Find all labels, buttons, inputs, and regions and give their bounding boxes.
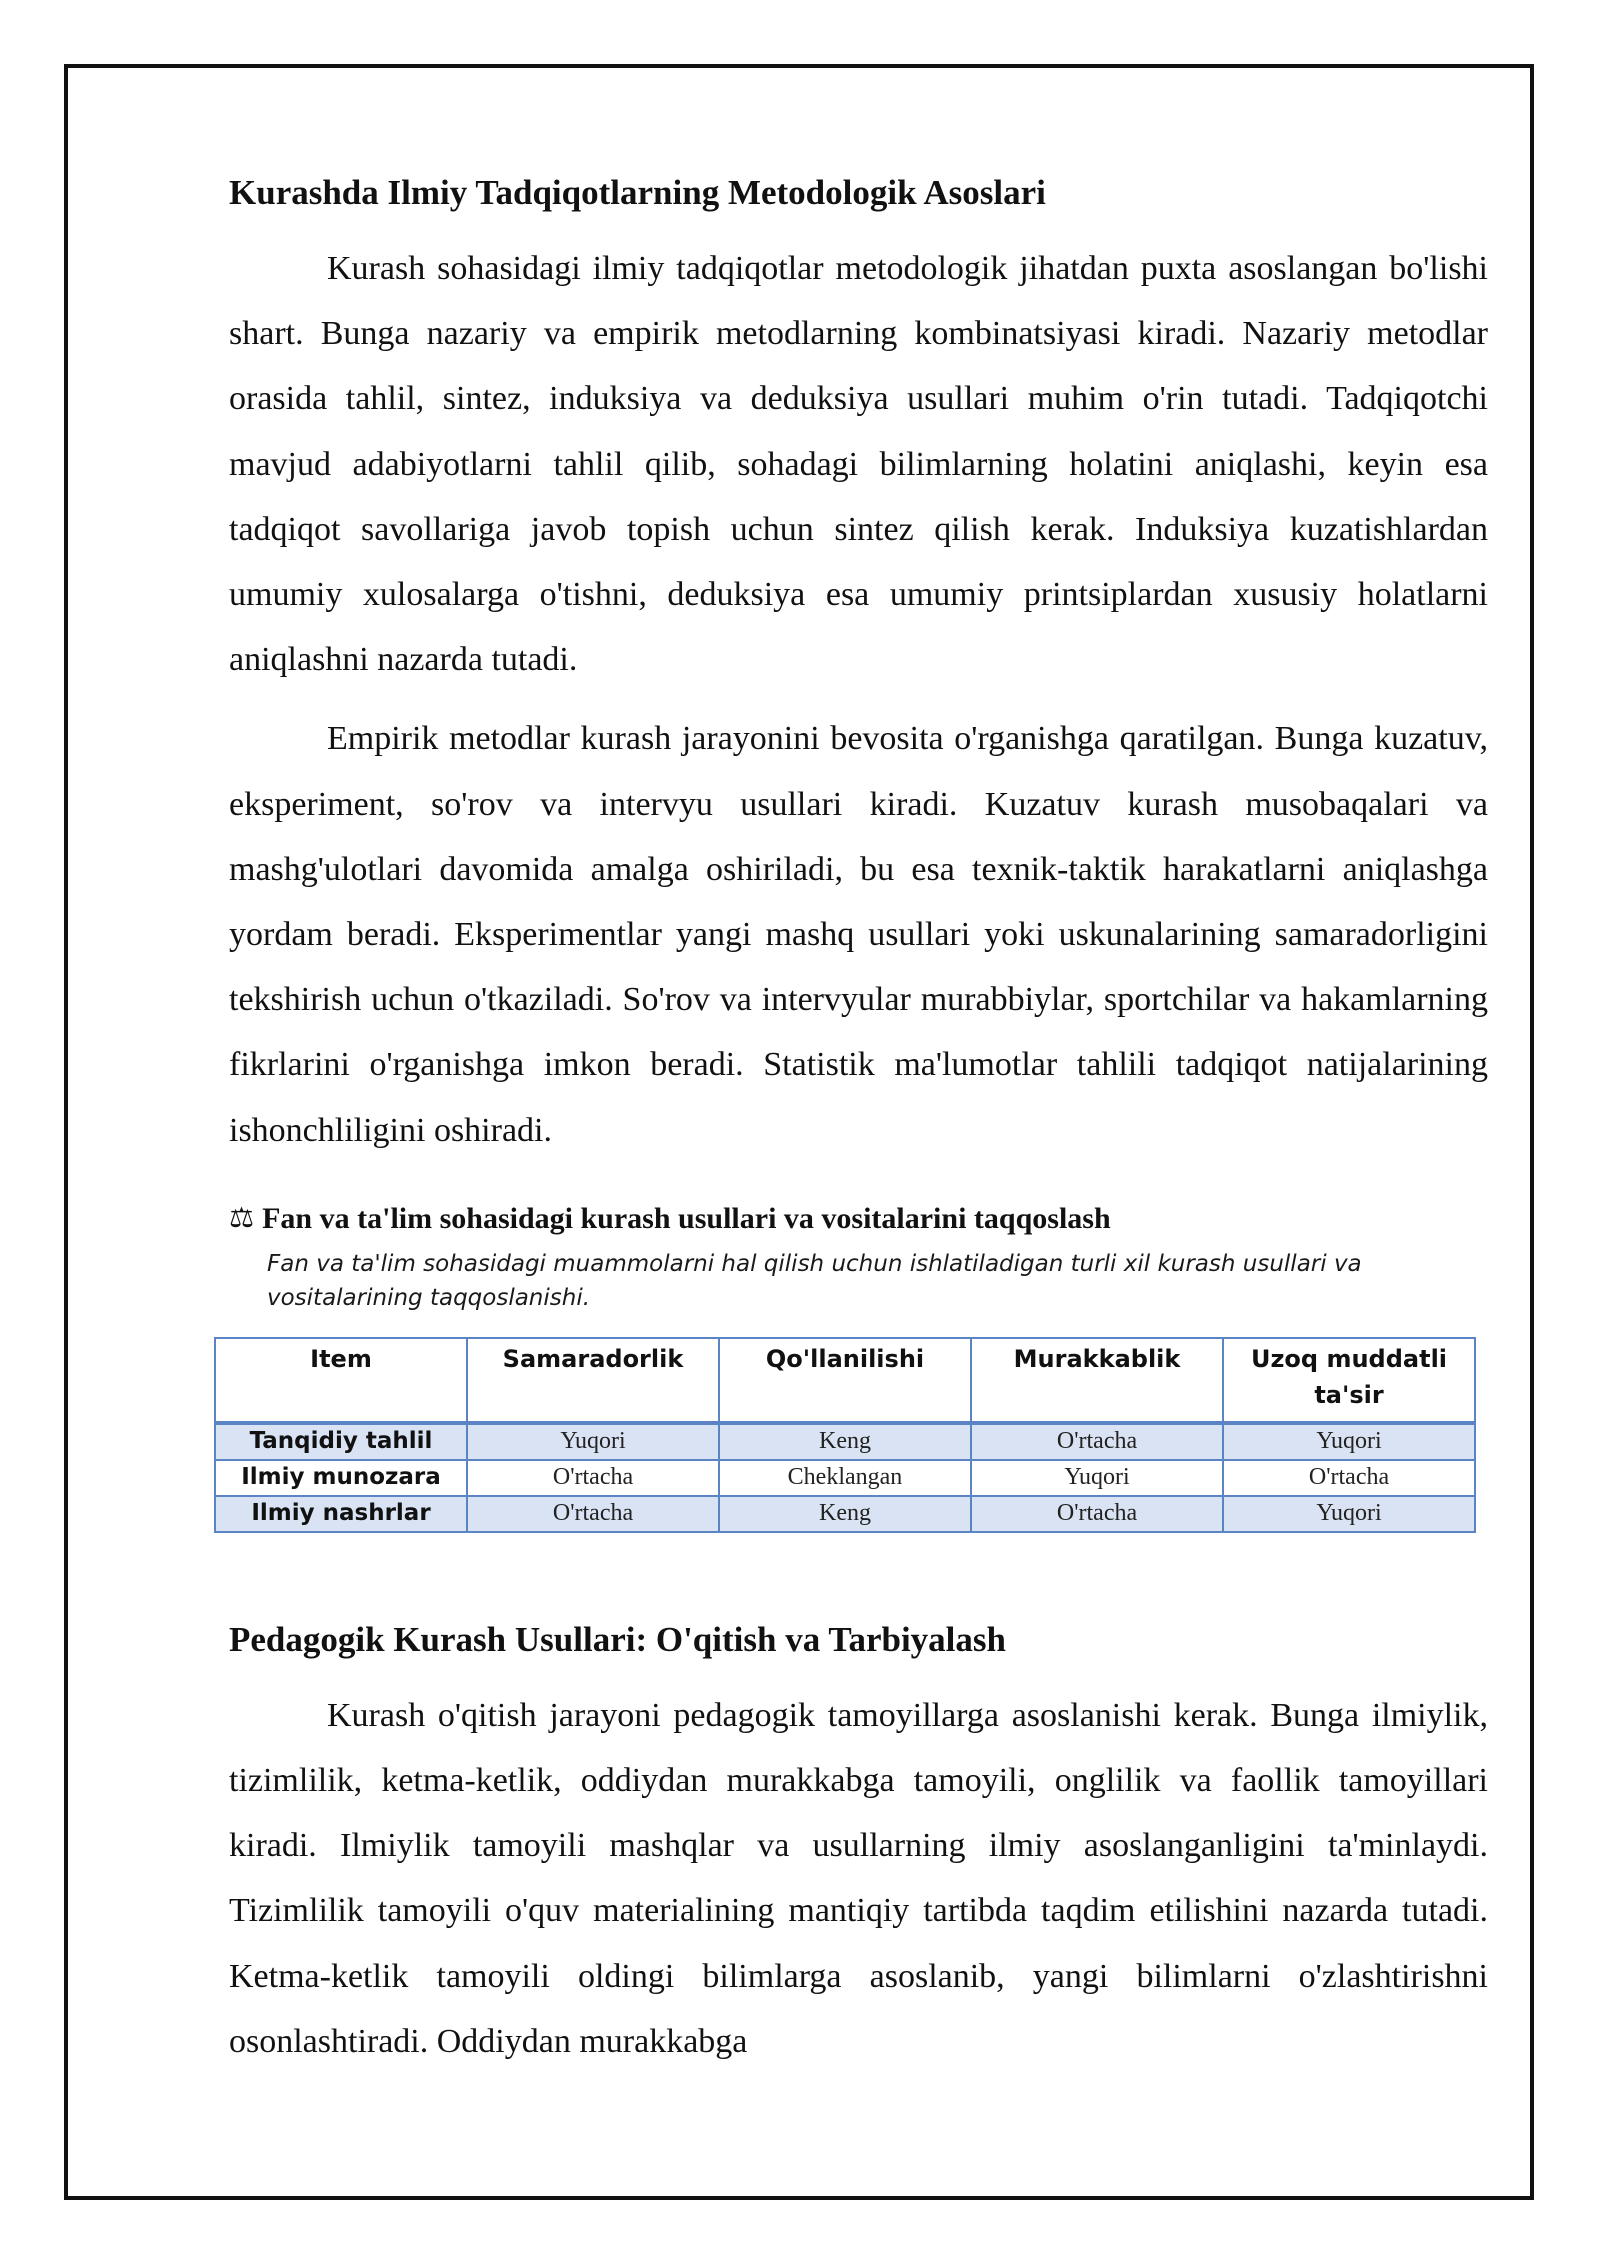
section-heading: Kurashda Ilmiy Tadqiqotlarning Metodologik Asoslari [229, 173, 1046, 212]
table-cell: Cheklangan [719, 1460, 971, 1496]
column-header: Uzoq muddatli ta'sir [1223, 1338, 1475, 1423]
table-cell: O'rtacha [467, 1460, 719, 1496]
column-header: Item [215, 1338, 467, 1423]
column-header: Samaradorlik [467, 1338, 719, 1423]
table-cell: O'rtacha [467, 1496, 719, 1532]
section-methodology [229, 170, 1488, 1163]
table-row [215, 1423, 1475, 1460]
table-row [215, 1496, 1475, 1532]
table-cell: O'rtacha [971, 1423, 1223, 1460]
table-header-row [215, 1338, 1475, 1423]
table-cell: Yuqori [1223, 1423, 1475, 1460]
paragraph-theoretical-methods: Kurash sohasidagi ilmiy tadqiqotlar metodologik jihatdan puxta asoslangan bo'lishi shart. Bunga nazariy va empirik metodlarning kombinatsiyasi kiradi. Nazariy metodlar orasida tahlil, sintez, induksiya va deduksiya usullari muhim o'rin tutadi. Tadqiqotchi mavjud adabiyotlarni tahlil qilib, sohadagi bilimlarning holatini aniqlashi, keyin esa tadqiqot savollariga javob topish uchun sintez qilish kerak. Induksiya kuzatishlardan umumiy xulosalarga o'tishni, deduksiya esa umumiy printsiplardan xususiy holatlarni aniqlashni nazarda tutadi. [229, 250, 1488, 679]
table-cell: Yuqori [1223, 1496, 1475, 1532]
column-header: Qo'llanilishi [719, 1338, 971, 1423]
figure-title-text: Fan va ta'lim sohasidagi kurash usullari va vositalarini taqqoslash [262, 1201, 1111, 1235]
section-heading: Pedagogik Kurash Usullari: O'qitish va Tarbiyalash [229, 1619, 1006, 1659]
table-cell: Tanqidiy tahlil [215, 1423, 467, 1460]
document-content [229, 170, 1488, 2088]
paragraph-empirical-methods: Empirik metodlar kurash jarayonini bevosita o'rganishga qaratilgan. Bunga kuzatuv, eksperiment, so'rov va intervyu usullari kiradi. Kuzatuv kurash musobaqalari va mashg'ulotlari davomida amalga oshiriladi, bu esa texnik-taktik harakatlarni aniqlashga yordam beradi. Eksperimentlar yangi mashq usullari yoki uskunalarining samaradorligini tekshirish uchun o'tkaziladi. So'rov va intervyular murabbiylar, sportchilar va hakamlarning fikrlarini o'rganishga imkon beradi. Statistik ma'lumotlar tahlili tadqiqot natijalarining ishonchliligini oshiradi. [229, 720, 1488, 1149]
figure-caption: Fan va ta'lim sohasidagi muammolarni hal qilish uchun ishlatiladigan turli xil kurash usullari va vositalarining taqqoslanishi. [267, 1250, 1362, 1311]
table-cell: O'rtacha [971, 1496, 1223, 1532]
table-cell: O'rtacha [1223, 1460, 1475, 1496]
section-pedagogy [229, 1617, 1488, 2074]
table-cell: Yuqori [971, 1460, 1223, 1496]
comparison-figure [229, 1199, 1488, 1533]
table-row [215, 1460, 1475, 1496]
comparison-table [214, 1337, 1476, 1533]
table-cell: Keng [719, 1496, 971, 1532]
table-cell: Ilmiy nashrlar [215, 1496, 467, 1532]
column-header: Murakkablik [971, 1338, 1223, 1423]
figure-title [229, 1199, 1488, 1239]
table-cell: Ilmiy munozara [215, 1460, 467, 1496]
table-cell: Keng [719, 1423, 971, 1460]
scales-icon: ⚖ [229, 1202, 255, 1234]
table-cell: Yuqori [467, 1423, 719, 1460]
paragraph-pedagogical-principles: Kurash o'qitish jarayoni pedagogik tamoyillarga asoslanishi kerak. Bunga ilmiylik, tizimlilik, ketma-ketlik, oddiydan murakkabga tamoyili, onglilik va faollik tamoyillari kiradi. Ilmiylik tamoyili mashqlar va usullarning ilmiy asoslanganligini ta'minlaydi. Tizimlilik tamoyili o'quv materialining mantiqiy tartibda taqdim etilishini nazarda tutadi. Ketma-ketlik tamoyili oldingi bilimlarga asoslanib, yangi bilimlarni o'zlashtirishni osonlashtiradi. Oddiydan murakkabga [229, 1696, 1488, 2060]
